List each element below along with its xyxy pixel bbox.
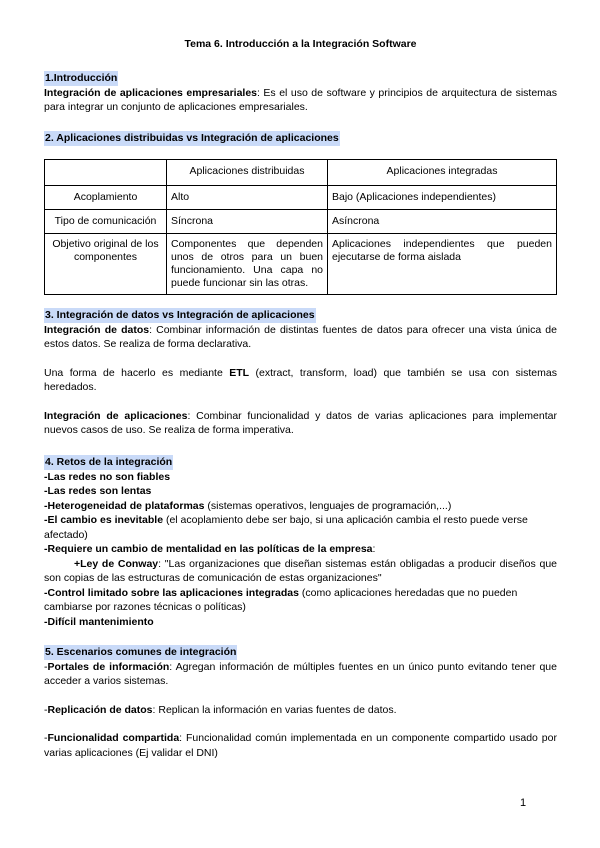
section-heading: 4. Retos de la integración <box>45 456 173 468</box>
list-item <box>44 557 557 586</box>
paragraph <box>44 703 557 718</box>
paragraph-text: - <box>44 732 48 744</box>
table-cell: Síncrona <box>167 210 328 234</box>
paragraph-text: : Es el uso de software y principios de arquitectura de sistemas para integrar un conjunto de aplicaciones empresariales. <box>44 86 557 113</box>
paragraph-text: : Agregan información de múltiples fuentes en un único punto evitando tener que acceder a varios sistemas. <box>44 660 557 687</box>
paragraph <box>44 323 557 352</box>
list-item-text: (sistemas operativos, lenguajes de programación,...) <box>204 499 452 512</box>
list-item-text: -Difícil mantenimiento <box>44 615 154 628</box>
table-row <box>45 186 557 210</box>
section-retos <box>44 455 557 629</box>
section-heading: 5. Escenarios comunes de integración <box>45 646 237 658</box>
comparison-table <box>44 159 557 295</box>
paragraph <box>44 366 557 395</box>
section-datos-vs-aplicaciones <box>44 308 557 438</box>
table-cell: Tipo de comunicación <box>45 210 167 234</box>
term: Replicación de datos <box>47 703 153 716</box>
paragraph-text: (extract, transform, load) que también se usa con sistemas heredados. <box>44 366 557 393</box>
paragraph-text: : Combinar información de distintas fuentes de datos para ofrecer una vista única de estos datos. Se realiza de forma declarativa. <box>44 323 557 350</box>
term: +Ley de Conway <box>74 557 159 570</box>
term: -Heterogeneidad de plataformas <box>44 499 205 512</box>
table-header-row <box>45 160 557 186</box>
list-item <box>44 586 557 615</box>
table-row <box>45 210 557 234</box>
list-item-text: (el acoplamiento debe ser bajo, si una aplicación cambia el resto puede verse afectado) <box>44 514 528 541</box>
table-cell: Acoplamiento <box>45 186 167 210</box>
paragraph <box>44 409 557 438</box>
table-cell: Aplicaciones integradas <box>328 160 557 186</box>
section-heading: 2. Aplicaciones distribuidas vs Integración de aplicaciones <box>45 132 339 144</box>
list-item <box>44 484 557 499</box>
term: Integración de datos <box>44 323 150 336</box>
list-item <box>44 615 557 630</box>
paragraph <box>44 86 557 115</box>
list-item-text: -Las redes son lentas <box>44 485 152 497</box>
section-escenarios <box>44 645 557 760</box>
list-item <box>44 542 557 557</box>
section-heading: 1.Introducción <box>45 72 118 84</box>
term: Integración de aplicaciones empresariales <box>44 86 258 99</box>
paragraph-text: : Funcionalidad común implementada en un componente compartido usado por varias aplicaciones (Ej validar el DNI) <box>44 732 557 759</box>
table-row <box>45 234 557 295</box>
document-title: Tema 6. Introducción a la Integración Software <box>184 38 417 50</box>
page-number: 1 <box>520 797 527 809</box>
table-cell: Objetivo original de los componentes <box>45 234 167 295</box>
list-item <box>44 470 557 485</box>
section-heading: 3. Integración de datos vs Integración de aplicaciones <box>45 309 315 321</box>
term: -Requiere un cambio de mentalidad en las políticas de la empresa <box>44 543 373 555</box>
table-cell: Alto <box>167 186 328 210</box>
table-cell: Aplicaciones distribuidas <box>167 160 328 186</box>
list-item <box>44 499 557 514</box>
list-item-text: (como aplicaciones heredadas que no pueden cambiarse por razones técnicas o políticas) <box>44 586 518 613</box>
paragraph <box>44 660 557 689</box>
table-cell <box>45 160 167 186</box>
paragraph-text: Una forma de hacerlo es mediante <box>44 366 230 379</box>
list-item <box>44 513 557 542</box>
term: ETL <box>229 366 250 379</box>
term: Funcionalidad compartida <box>47 732 180 744</box>
table-cell: Bajo (Aplicaciones independientes) <box>328 186 557 210</box>
term: -Control limitado sobre las aplicaciones integradas <box>44 586 299 599</box>
table-cell: Componentes que dependen unos de otros para un buen funcionamiento. Una capa no puede funcionar sin las otras. <box>167 234 328 295</box>
paragraph-text: - <box>44 703 48 716</box>
comparison-table-wrap <box>44 159 557 295</box>
list-item-text: -Las redes no son fiables <box>44 470 171 483</box>
table-cell: Asíncrona <box>328 210 557 234</box>
paragraph-text: : Replican la información en varias fuentes de datos. <box>152 703 397 716</box>
paragraph-text: - <box>44 660 48 673</box>
term: -El cambio es inevitable <box>44 514 164 526</box>
list-item-text: : "Las organizaciones que diseñan sistemas están obligadas a producir diseños que son copias de las estructuras de comunicación de estas organizaciones" <box>44 557 557 584</box>
paragraph <box>44 731 557 760</box>
paragraph-text: : Combinar funcionalidad y datos de varias aplicaciones para implementar nuevos casos de uso. Se realiza de forma imperativa. <box>44 409 557 436</box>
section-introduccion <box>44 71 557 115</box>
list-item-text: : <box>372 543 376 555</box>
term: Portales de información <box>47 660 170 673</box>
table-cell: Aplicaciones independientes que pueden ejecutarse de forma aislada <box>328 234 557 295</box>
section-distribuidas <box>44 131 557 146</box>
term: Integración de aplicaciones <box>44 409 188 422</box>
